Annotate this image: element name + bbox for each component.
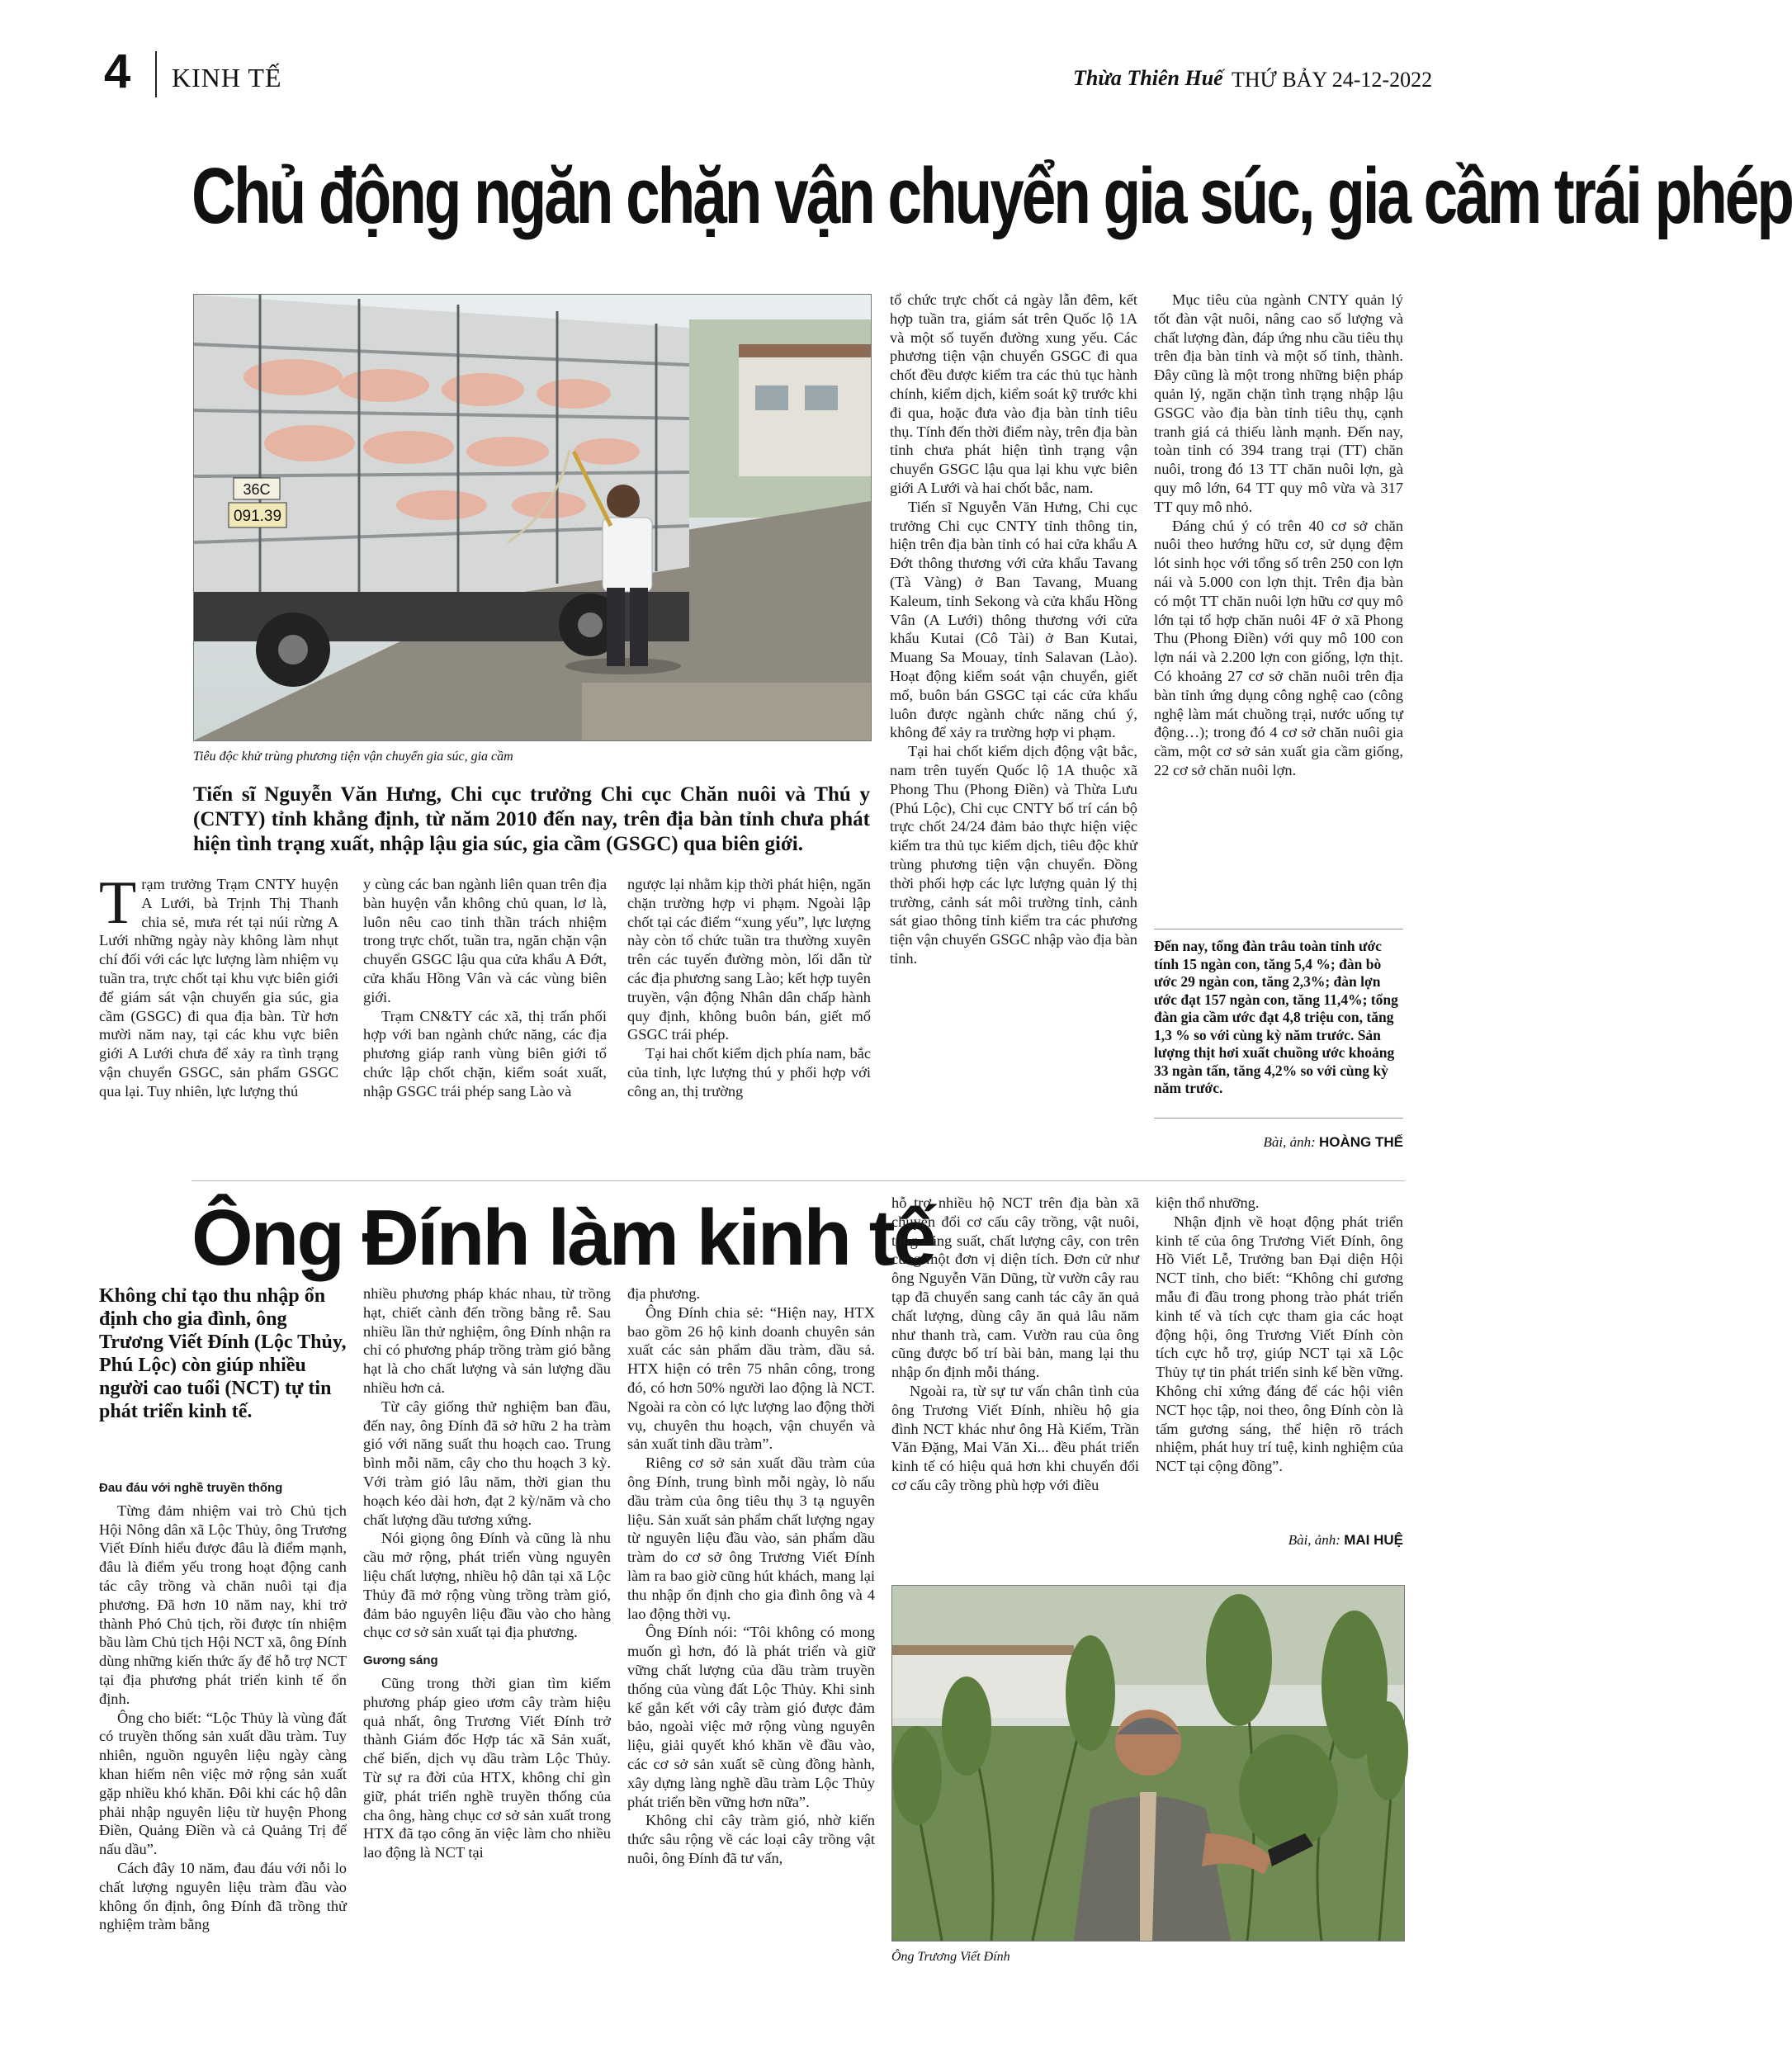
article1-paragraph: Mục tiêu của ngành CNTY quản lý tốt đàn vật nuôi, nâng cao số lượng và chất lượng đàn, đáp ứng nhu cầu tiêu thụ trên địa bàn tỉnh và một số tỉnh, thành. Đây cũng là một trong những biện pháp quản lý, ngăn chặn tình trạng nhập lậu GSGC vào địa bàn tỉnh tiêu thụ, cạnh tranh giá cả thiếu lành mạnh. Đến nay, toàn tỉnh có 394 trang trại (TT) chăn nuôi, trong đó 13 TT chăn nuôi lợn, gà quy mô lớn, 64 TT quy mô vừa và 317 TT quy mô nhỏ. [1154, 291, 1403, 515]
article2-column-1 [99, 1469, 347, 1934]
article1-paragraph: Tại hai chốt kiểm dịch phía nam, bắc của tỉnh, lực lượng thú y phối hợp với công an, thị trường [627, 1045, 871, 1100]
truck-disinfection-image [194, 295, 871, 740]
article2-column-5 [1156, 1194, 1403, 1476]
newspaper-name: Thừa Thiên Huế [1073, 66, 1223, 90]
article2-paragraph: Ông Đính nói: “Tôi không có mong muốn gì hơn, đó là phát triển và giữ vững chất lượng của dầu tràm truyền thống của vùng đất Lộc Thủy. Khi sinh kế gắn kết với cây tràm gió được đảm bảo, ngoài việc mở rộng vùng nguyên liệu, giải quyết khó khăn về đầu vào, các cơ sở sản xuất sẽ cùng đồng hành, xây dựng làng nghề dầu tràm Lộc Thủy phát triển bền vững hơn nữa”. [627, 1624, 875, 1810]
article1-column-5 [1154, 291, 1403, 780]
truck-plate-line1: 36C [243, 481, 271, 498]
article2-caption: Ông Trương Viết Đính [891, 1950, 1010, 1964]
byline-label: Bài, ảnh: [1288, 1532, 1340, 1548]
article1-stats-box: Đến nay, tổng đàn trâu toàn tỉnh ước tính 15 ngàn con, tăng 5,4 %; đàn bò ước 29 ngàn con, tăng 2,3%; đàn lợn ước đạt 157 ngàn con, tăng 11,4%; tổng đàn gia cầm ước đạt 4,8 triệu con, tăng 1,3 % so với cùng kỳ năm trước. Sản lượng thịt hơi xuất chuồng ước khoảng 33 ngàn tấn, tăng 4,2% so với cùng kỳ năm trước. [1154, 938, 1398, 1096]
article2-photo [891, 1585, 1405, 1942]
article2-paragraph: Từng đảm nhiệm vai trò Chủ tịch Hội Nông dân xã Lộc Thủy, ông Trương Viết Đính hiểu được đâu là điểm mạnh, đâu là điểm yếu trong hoạt động canh tác cây trồng và chăn nuôi tại địa phương. Đã hơn 10 năm nay, khi trở thành Phó Chủ tịch, rồi được tín nhiệm bầu làm Chủ tịch Hội NCT xã, ông Đính dùng những kiến thức ấy để hỗ trợ NCT tại địa phương phát triển kinh tế ổn định. [99, 1502, 347, 1707]
byline-author: MAI HUỆ [1344, 1532, 1403, 1548]
article1-paragraph: Tiến sĩ Nguyễn Văn Hưng, Chi cục trưởng Chi cục CNTY tỉnh thông tin, hiện trên địa bàn tỉnh có hai cửa khẩu A Đớt thông thương với cửa khẩu Tavang (Tà Vàng) ở Ban Tavang, Muang Kaleum, tỉnh Sekong và cửa khẩu Hồng Vân (A Lưới) thông thương với cửa khẩu Kutai (Cô Tài) ở Ban Kutai, Muang Sa Mouay, tỉnh Salavan (Lào). Hoạt động kiểm soát vận chuyển, giết mổ, buôn bán GSGC tại các cửa khẩu luôn được ngành chức năng chú ý, không để xảy ra trường hợp vi phạm. [890, 498, 1137, 741]
header-divider [155, 51, 157, 97]
article1-paragraph: y cùng các ban ngành liên quan trên địa bàn huyện vẫn không chủ quan, lơ là, luôn nêu cao tinh thần trách nhiệm trong trực chốt, tuần tra, ngăn chặn vận chuyển GSGC lậu qua cửa khẩu A Đớt, cửa khẩu Hồng Vân và các vùng biên giới. [363, 876, 607, 1005]
article2-paragraph: Ông Đính chia sẻ: “Hiện nay, HTX bao gồm 26 hộ kinh doanh chuyên sản xuất các sản phẩm dầu tràm, dầu sả. HTX hiện có trên 75 nhân công, trong đó, có hơn 50% người lao động là NCT. Ngoài ra còn có lực lượng lao động thời vụ, chuyên thu hoạch, vận chuyển và sản xuất tinh dầu tràm”. [627, 1303, 875, 1453]
article1-lead: Tiến sĩ Nguyễn Văn Hưng, Chi cục trưởng Chi cục Chăn nuôi và Thú y (CNTY) tỉnh khẳng định, từ năm 2010 đến nay, trên địa bàn tỉnh chưa phát hiện tình trạng xuất, nhập lậu gia súc, gia cầm (GSGC) qua biên giới. [193, 783, 870, 855]
article2-lead: Không chỉ tạo thu nhập ổn định cho gia đình, ông Trương Viết Đính (Lộc Thủy, Phú Lộc) còn giúp nhiều người cao tuổi (NCT) tự tin phát triển kinh tế. [99, 1285, 347, 1422]
article2-paragraph: nhiều phương pháp khác nhau, từ trồng hạt, chiết cành đến trồng bằng rễ. Sau nhiều lần thử nghiệm, ông Đính nhận ra chỉ có phương pháp trồng tràm gió bằng hạt là cho chất lượng và sản lượng dầu nhiều hơn cả. [363, 1285, 611, 1396]
article1-paragraph: Đáng chú ý có trên 40 cơ sở chăn nuôi theo hướng hữu cơ, sử dụng đệm lót sinh học với tổng số trên 250 con lợn nái và 5.000 con lợn thịt. Trên địa bàn có một TT chăn nuôi lợn hữu cơ quy mô lớn tại tổ hợp chăn nuôi 4F ở xã Phong Thu (Phong Điền) với quy mô 100 con lợn nái và 2.200 lợn con giống, lợn thịt. Có khoảng 27 cơ sở chăn nuôi trên địa bàn tỉnh ứng dụng công nghệ cao (công nghệ làm mát chuồng trại, nước uống tự động…); trong đó 4 cơ sở chăn nuôi gia cầm, một cơ sở sản xuất gia cầm giống, 22 cơ sở chăn nuôi lợn. [1154, 517, 1403, 778]
article1-paragraph: ngược lại nhằm kịp thời phát hiện, ngăn chặn trường hợp vi phạm. Ngoài lập chốt tại các điểm “xung yếu”, lực lượng này còn tổ chức tuần tra thường xuyên trên các tuyến đường mòn, lối dẫn từ các địa phương sang Lào; kết hợp tuyên truyền, vận động Nhân dân chấp hành quy định, không buôn bán, giết mổ GSGC trái phép. [627, 876, 871, 1043]
article1-paragraph: Tại hai chốt kiểm dịch động vật bắc, nam trên tuyến Quốc lộ 1A thuộc xã Phong Thu (Phong Điền) và Thừa Lưu (Phú Lộc), Chi cục CNTY bố trí cán bộ trực chốt 24/24 đảm bảo thực hiện việc kiểm tra thủ tục kiểm dịch, tiêu độc khử trùng phương tiện vận chuyển. Đồng thời phối hợp các lực lượng quản lý thị trường, cảnh sát môi trường tỉnh, cảnh sát giao thông tỉnh kiểm tra các phương tiện vận chuyển GSGC nhập vào địa bàn tỉnh. [890, 743, 1137, 967]
byline-label: Bài, ảnh: [1263, 1134, 1316, 1150]
article1-paragraph: tổ chức trực chốt cả ngày lẫn đêm, kết hợp tuần tra, giám sát trên Quốc lộ 1A và một số tuyến đường xung yếu. Các phương tiện vận chuyển GSGC đi qua chốt đều được kiểm tra các thủ tục hành chính, kiểm dịch, kiểm soát kỹ trước khi đi qua, hoặc đưa vào địa bàn tỉnh tiêu thụ. Tính đến thời điểm này, trên địa bàn tỉnh chưa phát hiện tình trạng vận chuyển GSGC lậu qua lại khu vực biên giới A Lưới và hai chốt bắc, nam. [890, 291, 1137, 496]
article2-paragraph: Ngoài ra, từ sự tư vấn chân tình của ông Trương Viết Đính, nhiều hộ gia đình NCT khác như ông Hà Kiếm, Trần Văn Đặng, Mai Văn Xi... đều phát triển kinh tế có hiệu quả hơn khi chuyển đổi cơ cấu cây trồng phù hợp với điều [891, 1382, 1139, 1493]
article2-paragraph: Ông cho biết: “Lộc Thủy là vùng đất có truyền thống sản xuất dầu tràm. Tuy nhiên, nguồn nguyên liệu ngày càng khan hiếm nên việc mở rộng sản xuất gặp nhiều khó khăn. Đôi khi các hộ dân phải nhập nguyên liệu từ huyện Phong Điền, Quảng Điền và cả Quảng Trị để nấu dầu”. [99, 1709, 347, 1858]
article1-paragraph: Trạm CN&TY các xã, thị trấn phối hợp với ban ngành chức năng, các địa phương giáp ranh vùng biên giới tổ chức lập chốt chặn, kiểm soát xuất, nhập GSGC trái phép sang Lào và [363, 1007, 607, 1100]
article1-title: Chủ động ngăn chặn vận chuyển gia súc, gia cầm trái phép [191, 152, 1792, 240]
article2-paragraph: địa phương. [627, 1285, 701, 1302]
issue-date: THỨ BẢY 24-12-2022 [1232, 68, 1433, 92]
article2-subheading: Đau đáu với nghề truyền thống [99, 1481, 283, 1495]
article2-column-2 [363, 1284, 611, 1862]
page-number: 4 [104, 45, 131, 98]
article1-column-4 [890, 291, 1137, 968]
man-with-tea-tree-image [892, 1586, 1404, 1941]
article2-paragraph: hỗ trợ nhiều hộ NCT trên địa bàn xã chuyển đổi cơ cấu cây trồng, vật nuôi, tăng năng suất, chất lượng cây, con trên cùng một đơn vị diện tích. Đơn cử như ông Nguyễn Văn Dũng, từ vườn cây rau tạp đã chuyển sang canh tác cây ăn quả chất lượng, dùng cây ăn quả lâu năm như thanh trà, cam. Vườn rau của ông cũng được bố trí bài bản, mang lại thu nhập ổn định mỗi tháng. [891, 1194, 1139, 1381]
article2-column-4 [891, 1194, 1139, 1495]
truck-plate-line2: 091.39 [233, 508, 282, 525]
article-separator [191, 1180, 1405, 1181]
section-title: KINH TẾ [172, 63, 282, 92]
dropcap: T [99, 869, 137, 937]
sidebox-bottom-rule [1154, 1118, 1403, 1119]
article2-byline [891, 1532, 1403, 1549]
article1-column-2 [363, 875, 607, 1101]
article1-column-1 [99, 869, 338, 1101]
article2-title: Ông Đính làm kinh tế [191, 1194, 935, 1282]
article1-photo [193, 294, 872, 741]
article2-paragraph: Nhận định về hoạt động phát triển kinh tế của ông Trương Viết Đính, ông Hồ Viết Lễ, Trưởng ban Đại diện Hội NCT tỉnh, cho biết: “Không chỉ gương mẫu đi đầu trong phong trào phát triển kinh tế và tích cực tham gia các hoạt động hội, ông Trương Viết Đính còn tích cực hỗ trợ, giúp NCT tại xã Lộc Thủy tự tin phát triển sinh kế bền vững. Không chỉ xứng đáng để các hội viên NCT học tập, noi theo, ông Đính còn là tấm gương sáng, thể hiện rõ trách nhiệm, phát huy trí tuệ, kinh nghiệm của NCT tại cộng đồng”. [1156, 1213, 1403, 1475]
article2-column-3 [627, 1284, 875, 1868]
article2-paragraph: Nói giọng ông Đính và cũng là nhu cầu mở rộng, phát triển vùng nguyên liệu chất lượng, nhiều hộ dân tại xã Lộc Thủy đã mở rộng vùng trồng tràm gió, đảm bảo nguyên liệu đầu vào cho hàng chục cơ sở sản xuất tại địa phương. [363, 1530, 611, 1641]
article1-paragraph: rạm trưởng Trạm CNTY huyện A Lưới, bà Trịnh Thị Thanh chia sẻ, mưa rét tại núi rừng A Lưới những ngày này không làm nhụt chí đối với các lực lượng làm nhiệm vụ tuần tra, trực chốt tại khu vực biên giới để giám sát vận chuyển gia súc, gia cầm (GSGC) đi qua địa bàn. Từ hơn mười năm nay, tại các khu vực biên giới A Lưới chưa để xảy ra tình trạng vận chuyển GSGC, sản phẩm GSGC qua lại. Tuy nhiên, lực lượng thú [99, 876, 338, 1100]
article2-paragraph: Riêng cơ sở sản xuất dầu tràm của ông Đính, trung bình mỗi ngày, lò nấu dầu tràm của ông tiêu thụ 3 tạ nguyên liệu. Sản xuất sản phẩm chất lượng ngay từ nguyên liệu đầu vào, sản phẩm dầu tràm do cơ sở ông Trương Viết Đính làm ra bao giờ cũng hút khách, mang lại thu nhập ổn định cho gia đình ông và 4 lao động thời vụ. [627, 1454, 875, 1622]
article2-paragraph: Cũng trong thời gian tìm kiếm phương pháp gieo ươm cây tràm hiệu quả nhất, ông Trương Viết Đính trở thành Giám đốc Hợp tác xã Sản xuất, chế biến, dịch vụ dầu tràm Lộc Thủy. Từ sự ra đời của HTX, không chỉ gìn giữ, phát triển nghề truyền thống của cha ông, hàng chục cơ sở sản xuất trong HTX đã tạo công ăn việc làm cho nhiều lao động là NCT tại [363, 1674, 611, 1861]
article2-paragraph: Không chỉ cây tràm gió, nhờ kiến thức sâu rộng về các loại cây trồng vật nuôi, ông Đính đã tư vấn, [627, 1812, 875, 1866]
article2-paragraph: Từ cây giống thử nghiệm ban đầu, đến nay, ông Đính đã sở hữu 2 ha tràm gió với năng suất thu hoạch cao. Trung bình mỗi năm, cây cho thu hoạch 3 kỳ. Với tràm gió lâu năm, thời gian thu hoạch kéo dài hơn, đạt 2 kỳ/năm và cho chất lượng dầu tương xứng. [363, 1398, 611, 1528]
article1-column-3 [627, 875, 871, 1101]
article2-paragraph: kiện thổ nhưỡng. [1156, 1194, 1260, 1211]
article1-caption: Tiêu độc khử trùng phương tiện vận chuyển gia súc, gia cầm [193, 750, 513, 764]
byline-author: HOÀNG THẾ [1319, 1134, 1403, 1150]
article2-subheading: Gương sáng [363, 1653, 438, 1668]
article1-byline [1154, 1134, 1403, 1151]
article2-paragraph: Cách đây 10 năm, đau đáu với nỗi lo chất lượng nguyên liệu tràm đầu vào không ổn định, ông Đính đã trồng thử nghiệm tràm bằng [99, 1859, 347, 1933]
